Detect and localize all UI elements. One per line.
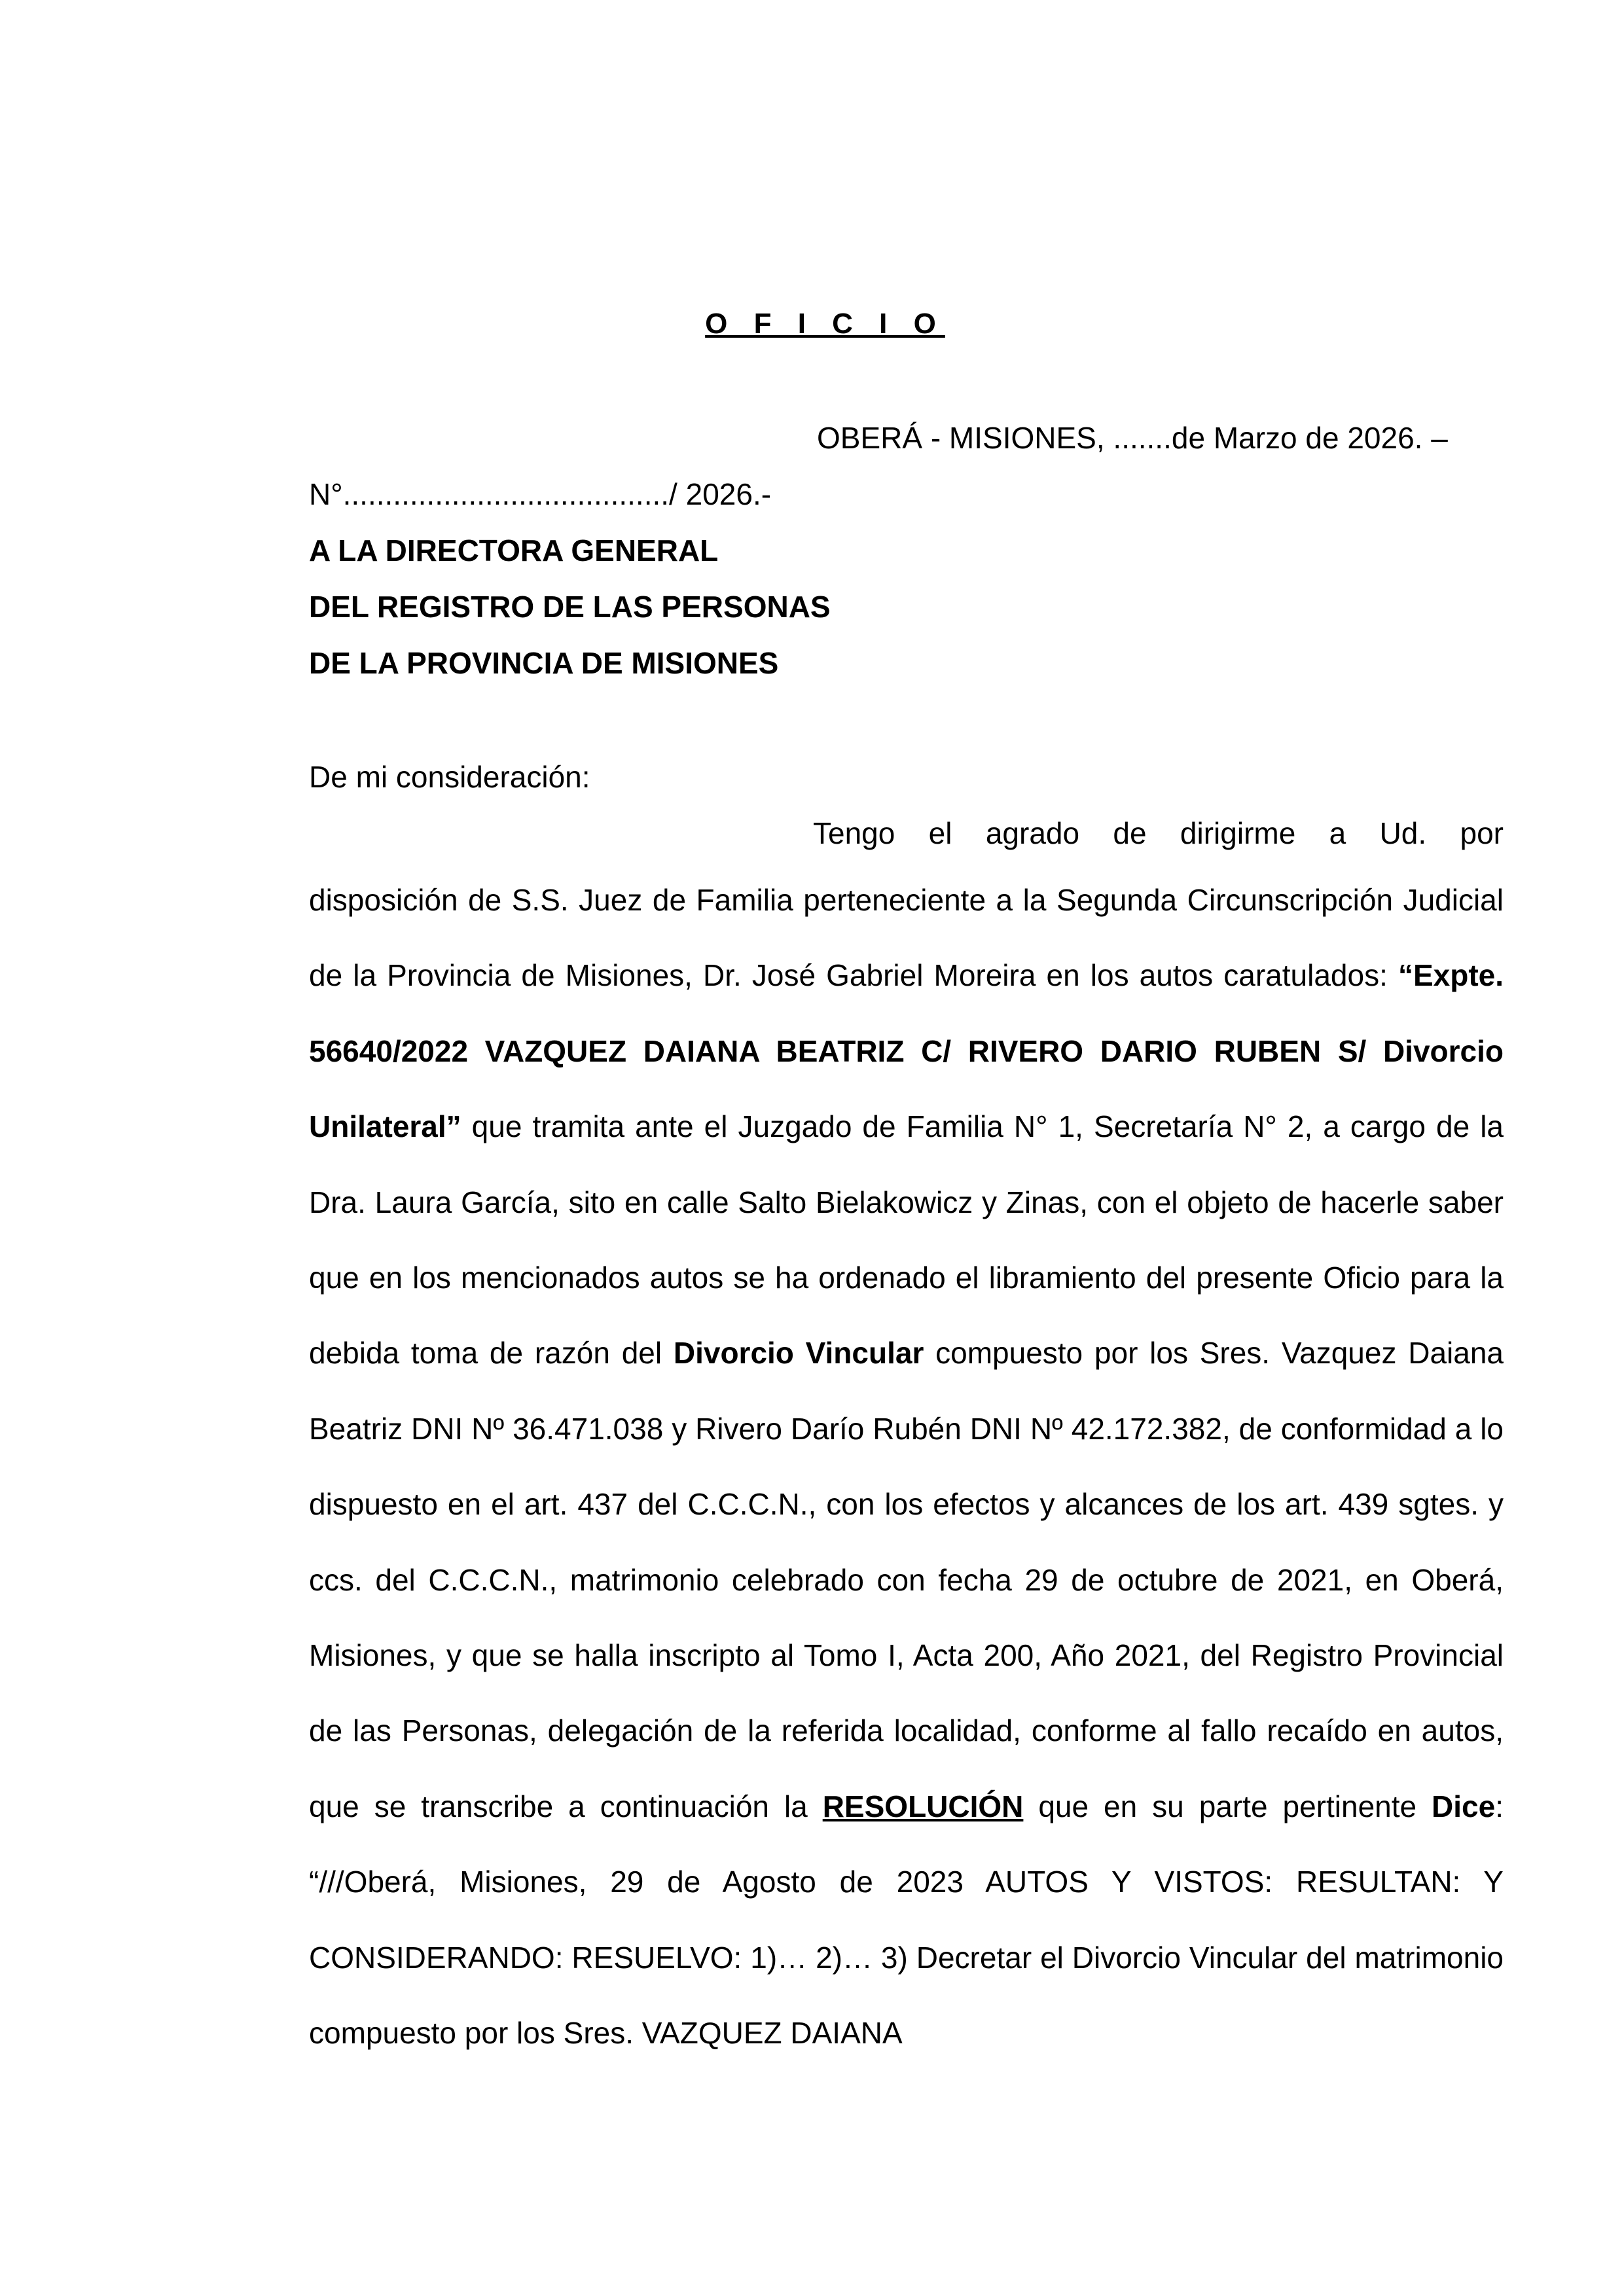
date-line: OBERÁ - MISIONES, .......de Marzo de 2026. – — [817, 421, 1448, 455]
addressee-line-1: A LA DIRECTORA GENERAL — [309, 533, 719, 567]
salutation: De mi consideración: — [309, 760, 590, 794]
case-title: “Expte. 56640/2022 VAZQUEZ DAIANA BEATRIZ C/ RIVERO DARIO RUBEN S/ Divorcio Unilateral” — [309, 958, 1504, 1144]
dice-bold: Dice — [1432, 1789, 1496, 1823]
body-text-3: compuesto por los Sres. Vazquez Daiana Beatriz DNI Nº 36.471.038 y Rivero Darío Rubén DNI Nº 42.172.382, de conformidad a lo dispuesto en el art. 437 del C.C.C.N., con los efectos y alcances de los art. 439 sgtes. y ccs. del C.C.C.N., matrimonio celebrado con fecha 29 de octubre de 2021, en Oberá, Misiones, y que se halla inscripto al Tomo I, Acta 200, Año 2021, del Registro Provincial de las Personas, delegación de la referida localidad, conforme al fallo recaído en autos, que se transcribe a continuación la — [309, 1336, 1504, 1823]
addressee-line-3: DE LA PROVINCIA DE MISIONES — [309, 646, 779, 680]
document-title: O F I C I O — [705, 308, 945, 340]
body-first-line: Tengo el agrado de dirigirme a Ud. por — [813, 816, 1504, 850]
addressee-line-2: DEL REGISTRO DE LAS PERSONAS — [309, 590, 831, 624]
divorcio-vincular-bold: Divorcio Vincular — [673, 1336, 924, 1371]
reference-number-line: N°......................................./ 2026.- — [309, 477, 772, 511]
body-text-2: que tramita ante el Juzgado de Familia N° 1, Secretaría N° 2, a cargo de la Dra. Laura García, sito en calle Salto Bielakowicz y Zinas, con el objeto de hacerle saber que en los mencionados autos se ha ordenado el libramiento del presente Oficio para la debida toma de razón del — [309, 1109, 1504, 1371]
body-paragraph — [309, 863, 1504, 2072]
resolucion-heading: RESOLUCIÓN — [822, 1789, 1024, 1823]
body-text-5: : “///Oberá, Misiones, 29 de Agosto de 2023 AUTOS Y VISTOS: RESULTAN: Y CONSIDERANDO: RESUELVO: 1)… 2)… 3) Decretar el Divorcio Vincular del matrimonio compuesto por los Sres. VAZQUEZ DAIANA — [309, 1789, 1504, 2051]
body-text-4: que en su parte pertinente — [1023, 1789, 1432, 1823]
body-text-1: disposición de S.S. Juez de Familia perteneciente a la Segunda Circunscripción Judicial de la Provincia de Misiones, Dr. José Gabriel Moreira en los autos caratulados: — [309, 883, 1504, 993]
